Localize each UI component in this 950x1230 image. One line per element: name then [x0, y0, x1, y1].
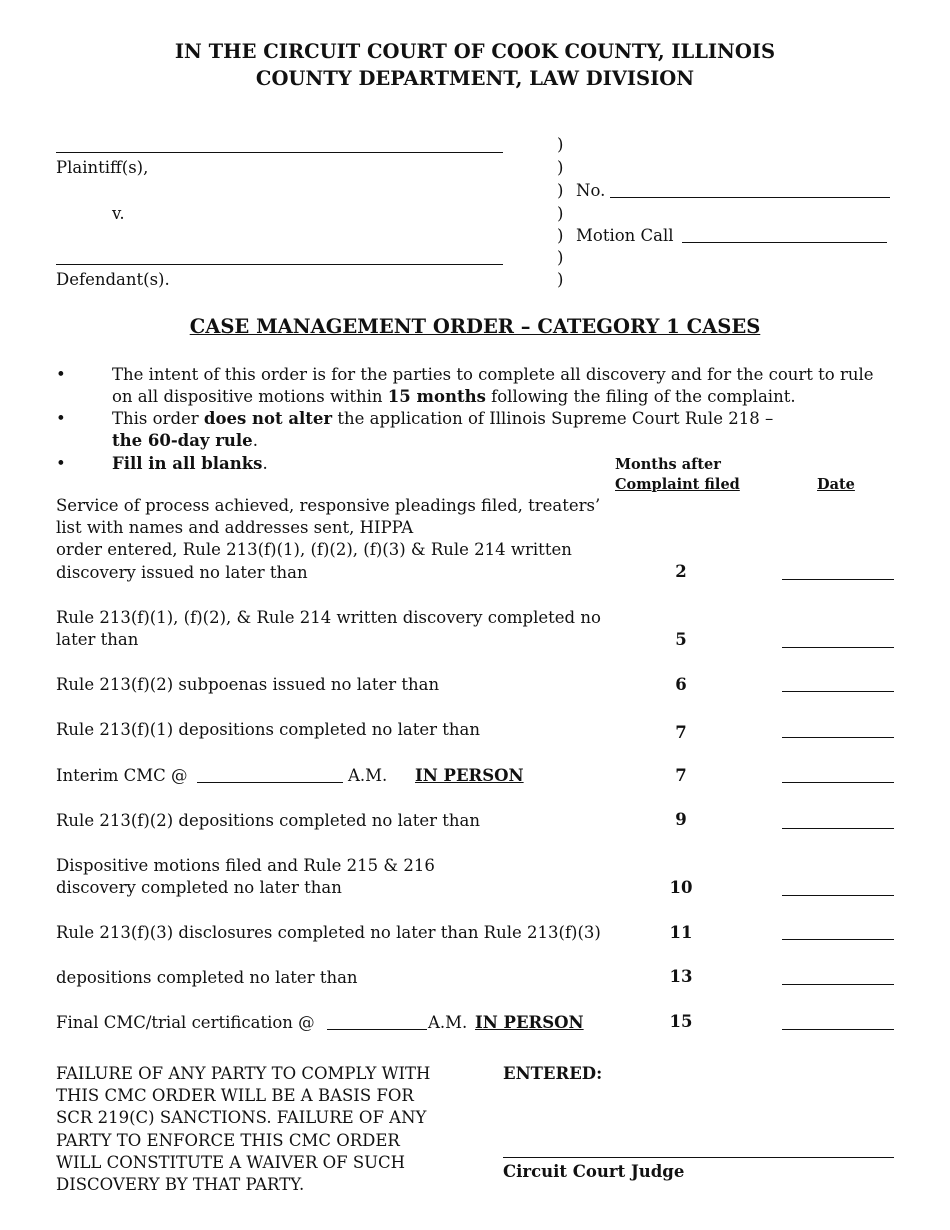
final-cmc-time-blank[interactable]: [327, 1029, 427, 1030]
defendant-blank-line[interactable]: [56, 264, 503, 265]
plaintiff-blank-line[interactable]: [56, 152, 503, 153]
months-value: 7: [675, 766, 687, 785]
case-number-label: No.: [576, 181, 606, 200]
date-blank[interactable]: [782, 895, 894, 896]
date-blank[interactable]: [782, 782, 894, 783]
paren: ): [557, 226, 564, 245]
entered-label: ENTERED:: [503, 1064, 603, 1083]
warning-line: SCR 219(C) SANCTIONS. FAILURE OF ANY: [56, 1108, 427, 1127]
bullet-2-text: This order: [112, 409, 204, 428]
bullet-3-emphasis: Fill in all blanks: [112, 454, 263, 473]
row-text: Rule 213(f)(1) depositions completed no later than: [56, 720, 480, 739]
paren: ): [557, 270, 564, 289]
row-text: discovery completed no later than: [56, 878, 342, 897]
court-heading-line2: COUNTY DEPARTMENT, LAW DIVISION: [255, 67, 695, 90]
bullet-symbol: •: [56, 365, 66, 384]
row-text: Rule 213(f)(2) depositions completed no later than: [56, 811, 480, 830]
row-text: order entered, Rule 213(f)(1), (f)(2), (f)(3) & Rule 214 written: [56, 540, 572, 559]
row-text: Service of process achieved, responsive pleadings filed, treaters’: [56, 496, 601, 515]
warning-line: THIS CMC ORDER WILL BE A BASIS FOR: [56, 1086, 414, 1105]
court-heading-line1: IN THE CIRCUIT COURT OF COOK COUNTY, ILLINOIS: [174, 40, 776, 63]
bullet-1-line2: [112, 386, 796, 408]
row-text: depositions completed no later than: [56, 968, 358, 987]
months-value: 11: [669, 923, 693, 942]
bullet-2-period: .: [252, 431, 258, 450]
bullet-3-period: .: [262, 454, 268, 473]
bullet-1-text-end: following the filing of the complaint.: [485, 387, 796, 406]
bullet-1-line1: The intent of this order is for the parties to complete all discovery and for the court to rule: [112, 365, 874, 384]
date-blank[interactable]: [782, 579, 894, 580]
paren: ): [557, 248, 564, 267]
bullet-1-text: on all dispositive motions within: [112, 387, 388, 406]
paren: ): [557, 204, 564, 223]
warning-line: FAILURE OF ANY PARTY TO COMPLY WITH: [56, 1064, 431, 1083]
row-text: discovery issued no later than: [56, 563, 308, 582]
months-value: 2: [675, 562, 687, 581]
date-blank[interactable]: [782, 828, 894, 829]
months-header-line2: Complaint filed: [615, 476, 740, 493]
paren: ): [557, 158, 564, 177]
date-blank[interactable]: [782, 691, 894, 692]
bullet-symbol: •: [56, 409, 66, 428]
motion-call-blank[interactable]: [682, 242, 887, 243]
row-text: Interim CMC @: [56, 766, 188, 785]
judge-label: Circuit Court Judge: [503, 1162, 685, 1181]
row-text: Rule 213(f)(2) subpoenas issued no later than: [56, 675, 440, 694]
months-value: 10: [669, 878, 693, 897]
case-number-blank[interactable]: [610, 197, 890, 198]
defendant-label: Defendant(s).: [56, 270, 170, 289]
date-header: Date: [817, 476, 855, 493]
months-value: 13: [669, 967, 693, 986]
months-header-line1: Months after: [615, 456, 721, 473]
am-label: A.M.: [428, 1013, 468, 1032]
date-blank[interactable]: [782, 939, 894, 940]
date-blank[interactable]: [782, 737, 894, 738]
interim-cmc-time-blank[interactable]: [197, 782, 343, 783]
bullet-symbol: •: [56, 454, 66, 473]
warning-line: WILL CONSTITUTE A WAIVER OF SUCH: [56, 1153, 406, 1172]
warning-line: DISCOVERY BY THAT PARTY.: [56, 1175, 305, 1194]
date-blank[interactable]: [782, 647, 894, 648]
months-value: 5: [675, 630, 687, 649]
bullet-1-emphasis: 15 months: [387, 387, 486, 406]
months-value: 9: [675, 810, 687, 829]
in-person-label: IN PERSON: [475, 1013, 584, 1032]
row-text: later than: [56, 630, 139, 649]
date-blank[interactable]: [782, 1029, 894, 1030]
warning-line: PARTY TO ENFORCE THIS CMC ORDER: [56, 1131, 400, 1150]
row-text: Rule 213(f)(3) disclosures completed no later than Rule 213(f)(3): [56, 923, 601, 942]
months-value: 15: [669, 1012, 693, 1031]
bullet-3: [112, 453, 268, 475]
paren: ): [557, 135, 564, 154]
row-text: Final CMC/trial certification @: [56, 1013, 315, 1032]
bullet-2-line1: [112, 408, 773, 430]
bullet-2-line2: [112, 430, 258, 452]
row-text: Dispositive motions filed and Rule 215 & 216: [56, 856, 435, 875]
date-blank[interactable]: [782, 984, 894, 985]
motion-call-label: Motion Call: [576, 226, 674, 245]
bullet-2-text-end: the application of Illinois Supreme Court Rule 218 –: [332, 409, 774, 428]
plaintiff-label: Plaintiff(s),: [56, 158, 149, 177]
row-text: Rule 213(f)(1), (f)(2), & Rule 214 written discovery completed no: [56, 608, 601, 627]
in-person-label: IN PERSON: [415, 766, 524, 785]
bullet-2-emphasis: does not alter: [203, 409, 333, 428]
bullet-2-rule: the 60-day rule: [112, 431, 253, 450]
order-title: CASE MANAGEMENT ORDER – CATEGORY 1 CASES: [189, 315, 761, 338]
row-text: list with names and addresses sent, HIPPA: [56, 518, 414, 537]
am-label: A.M.: [348, 766, 388, 785]
paren: ): [557, 181, 564, 200]
versus-label: v.: [112, 204, 125, 223]
judge-signature-line[interactable]: [503, 1157, 894, 1158]
months-value: 6: [675, 675, 687, 694]
months-value: 7: [675, 723, 687, 742]
